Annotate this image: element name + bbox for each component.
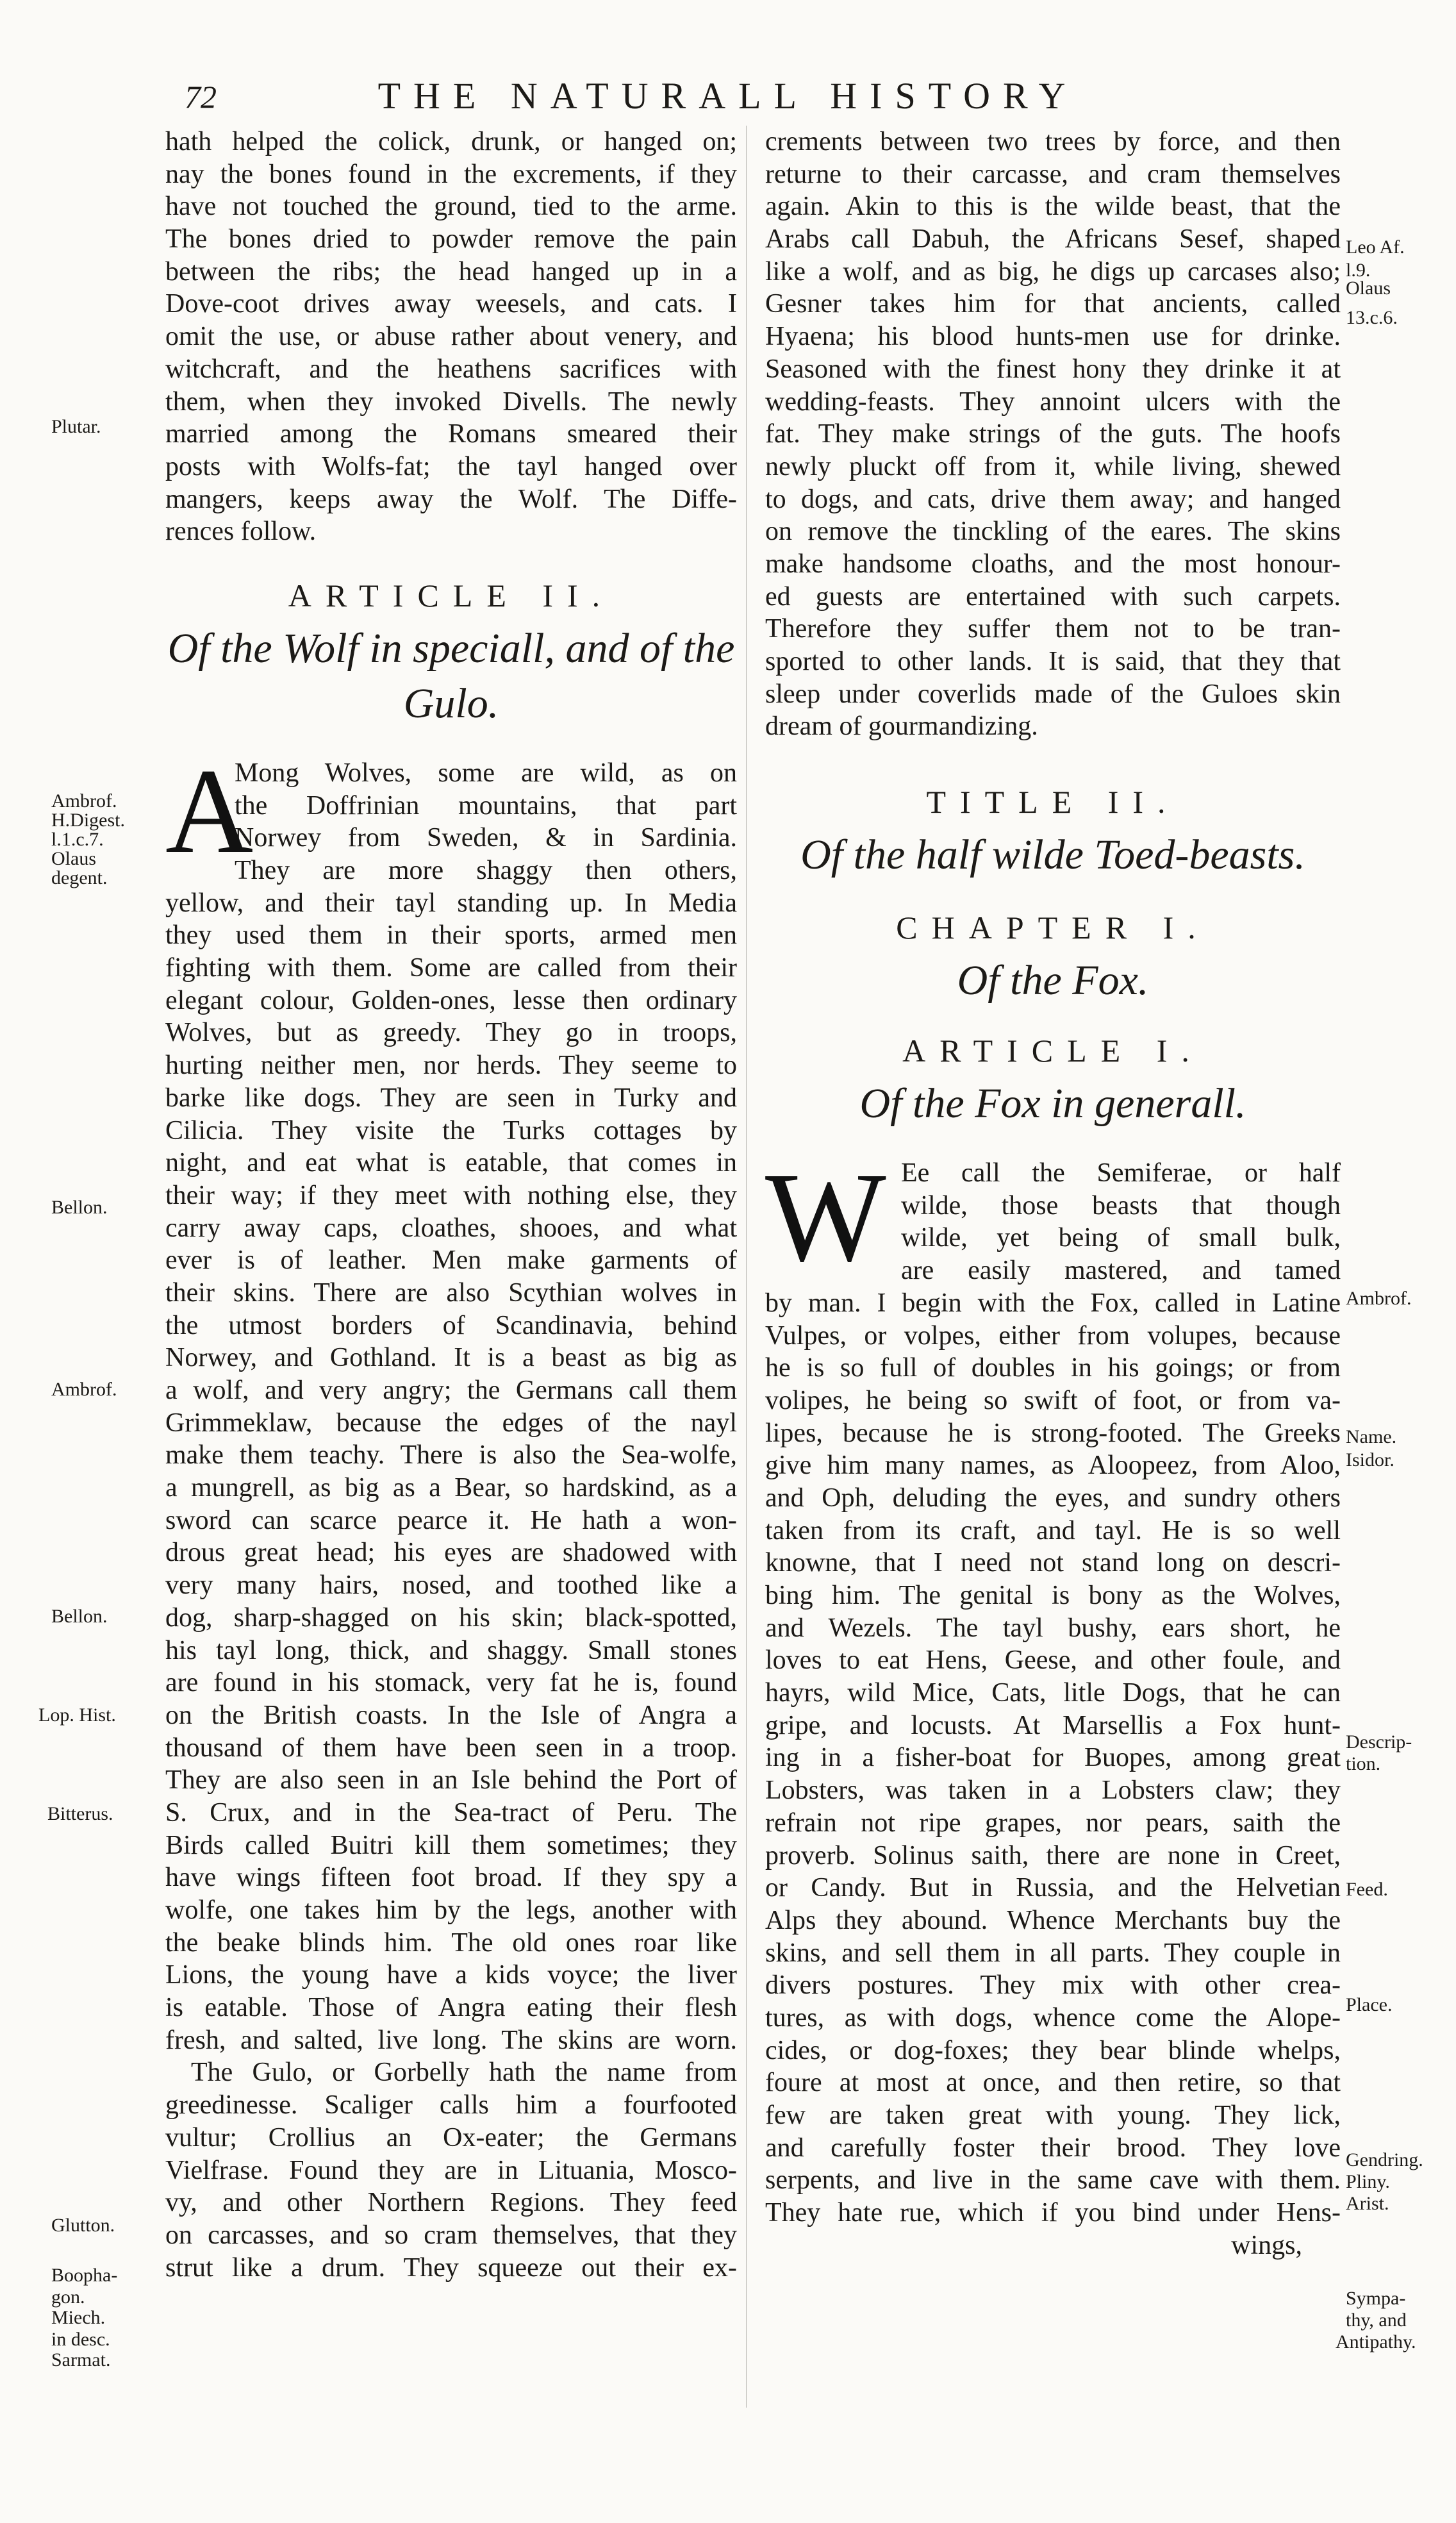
chapter-heading: CHAPTER I. bbox=[896, 910, 1210, 946]
text-line: elegant colour, Golden-ones, lesse then ordinary bbox=[165, 985, 737, 1015]
text-line: taken from its craft, and tayl. He is so well bbox=[765, 1515, 1341, 1545]
text-line: witchcraft, and the heathens sacrifices with bbox=[165, 354, 737, 384]
text-line: are easily mastered, and tamed bbox=[901, 1256, 1341, 1286]
text-line: refrain not ripe grapes, nor pears, saith the bbox=[765, 1808, 1341, 1838]
article-title: Of the Wolf in speciall, and of the bbox=[167, 624, 735, 672]
margin-note: Ambrof. bbox=[51, 790, 117, 812]
text-line: are found in his stomack, very fat he is, found bbox=[165, 1668, 737, 1698]
margin-note: Feed. bbox=[1346, 1879, 1388, 1900]
text-line: fighting with them. Some are called from their bbox=[165, 953, 737, 983]
margin-note: Bellon. bbox=[51, 1606, 108, 1627]
text-line: very many hairs, nosed, and toothed like a bbox=[165, 1570, 737, 1601]
text-line: lipes, because he is strong-footed. The Greeks bbox=[765, 1418, 1341, 1448]
text-line: them, when they invoked Divells. The newly bbox=[165, 387, 737, 417]
text-line: They are also seen in an Isle behind the Port of bbox=[165, 1765, 737, 1795]
margin-note: l.1.c.7. bbox=[51, 829, 104, 850]
text-line: S. Crux, and in the Sea-tract of Peru. The bbox=[165, 1797, 737, 1828]
text-line: by man. I begin with the Fox, called in Latine bbox=[765, 1288, 1341, 1318]
margin-note: in desc. bbox=[51, 2329, 110, 2350]
text-line: greedinesse. Scaliger calls him a fourfooted bbox=[165, 2090, 737, 2120]
margin-note: Plutar. bbox=[51, 416, 101, 437]
text-line: between the ribs; the head hanged up in a bbox=[165, 256, 737, 287]
margin-note: Lop. Hist. bbox=[38, 1704, 116, 1726]
text-line: on remove the tinckling of the eares. The skins bbox=[765, 517, 1341, 547]
text-line: They are more shaggy then others, bbox=[235, 856, 737, 885]
margin-note: Olaus bbox=[51, 848, 96, 869]
text-line: make them teachy. There is also the Sea-wolfe, bbox=[165, 1440, 737, 1470]
margin-note: Bellon. bbox=[51, 1197, 108, 1218]
text-line: carry away caps, cloathes, shooes, and what bbox=[165, 1213, 737, 1243]
text-line: ing in a fisher-boat for Buopes, among great bbox=[765, 1743, 1341, 1773]
text-line: Wolves, but as greedy. They go in troops, bbox=[165, 1018, 737, 1048]
text-line: sported to other lands. It is said, that they that bbox=[765, 647, 1341, 676]
text-line: a wolf, and very angry; the Germans call them bbox=[165, 1376, 737, 1405]
margin-note: Sarmat. bbox=[51, 2349, 111, 2370]
text-line: knowne, that I need not stand long on descri- bbox=[765, 1548, 1341, 1578]
text-line: Arabs call Dabuh, the Africans Sesef, shaped bbox=[765, 224, 1341, 254]
margin-note: Ambrof. bbox=[1346, 1288, 1412, 1309]
text-line: on the British coasts. In the Isle of Angra a bbox=[165, 1700, 737, 1730]
text-line: Norwey, and Gothland. It is a beast as big as bbox=[165, 1343, 737, 1373]
text-line: Seasoned with the finest hony they drinke it at bbox=[765, 354, 1341, 384]
text-line: to dogs, and cats, drive them away; and hanged bbox=[765, 484, 1341, 514]
text-line: ed guests are entertained with such carpets. bbox=[765, 581, 1341, 612]
text-line: vy, and other Northern Regions. They feed bbox=[165, 2188, 737, 2218]
text-line: a mungrell, as big as a Bear, so hardskind, as a bbox=[165, 1473, 737, 1503]
article-heading: ARTICLE II. bbox=[288, 577, 615, 613]
margin-note: Antipathy. bbox=[1336, 2331, 1416, 2352]
margin-note: Isidor. bbox=[1346, 1449, 1394, 1470]
text-line: dog, sharp-shagged on his skin; black-spotted, bbox=[165, 1603, 737, 1633]
running-head: THE NATURALL HISTORY bbox=[377, 75, 1079, 117]
text-line: sword can scarce pearce it. He hath a won- bbox=[165, 1505, 737, 1535]
text-line: Mong Wolves, some are wild, as on bbox=[235, 758, 737, 788]
text-line: wilde, yet being of small bulk, bbox=[901, 1223, 1341, 1253]
text-line: gripe, and locusts. At Marsellis a Fox hunt- bbox=[765, 1710, 1341, 1740]
text-line: The Gulo, or Gorbelly hath the name from bbox=[191, 2058, 737, 2088]
text-line: fat. They make strings of the guts. The hoofs bbox=[765, 419, 1341, 449]
margin-note: Bitterus. bbox=[47, 1803, 113, 1824]
text-line: Grimmeklaw, because the edges of the nayl bbox=[165, 1408, 737, 1438]
text-line: wilde, those beasts that though bbox=[901, 1190, 1341, 1220]
text-line: They hate rue, which if you bind under Hens- bbox=[765, 2198, 1341, 2228]
text-line: night, and eat what is eatable, that comes in bbox=[165, 1148, 737, 1178]
wolf-paragraph bbox=[165, 744, 737, 2284]
margin-note: gon. bbox=[51, 2286, 85, 2308]
text-line: Dove-coot drives away weesels, and cats. I bbox=[165, 289, 737, 319]
right-column bbox=[765, 126, 1341, 2261]
left-column bbox=[165, 126, 737, 2284]
text-line: ever is of leather. Men make garments of bbox=[165, 1245, 737, 1276]
text-line: returne to their carcasse, and cram themselves bbox=[765, 159, 1341, 189]
text-line: volipes, he being so swift of foot, or from va- bbox=[765, 1385, 1341, 1415]
text-line: or Candy. But in Russia, and the Helvetian bbox=[765, 1873, 1341, 1903]
fox-paragraph bbox=[765, 1147, 1341, 2261]
text-line: the utmost borders of Scandinavia, behind bbox=[165, 1310, 737, 1340]
title-heading: TITLE II. bbox=[926, 784, 1180, 820]
text-line: is eatable. Those of Angra eating their flesh bbox=[165, 1993, 737, 2023]
margin-note: Gendring. bbox=[1346, 2149, 1423, 2170]
text-line: vultur; Crollius an Ox-eater; the Germans bbox=[165, 2122, 737, 2152]
text-line: fresh, and salted, live long. The skins are worn. bbox=[165, 2025, 737, 2055]
text-line: and carefully foster their brood. They love bbox=[765, 2133, 1341, 2163]
margin-note: Glutton. bbox=[51, 2215, 115, 2236]
page-number: 72 bbox=[185, 79, 217, 115]
margin-note: Arist. bbox=[1346, 2193, 1389, 2214]
text-line: give him many names, as Aloopeez, from Aloo, bbox=[765, 1451, 1341, 1481]
text-line: barke like dogs. They are seen in Turky and bbox=[165, 1083, 737, 1113]
text-line: loves to eat Hens, Geese, and other foule, and bbox=[765, 1645, 1341, 1676]
text-line: married among the Romans smeared their bbox=[165, 419, 737, 449]
text-line: posts with Wolfs-fat; the tayl hanged over bbox=[165, 451, 737, 481]
text-line: The bones dried to powder remove the pain bbox=[165, 224, 737, 254]
margin-note: Boopha- bbox=[51, 2265, 118, 2286]
text-line: crements between two trees by force, and then bbox=[765, 127, 1341, 156]
text-line: hurting neither men, nor herds. They seeme to bbox=[165, 1051, 737, 1081]
text-line: serpents, and live in the same cave with them. bbox=[765, 2165, 1341, 2195]
text-line: have wings fifteen foot broad. If they spy a bbox=[165, 1863, 737, 1893]
text-line: Ee call the Semiferae, or half bbox=[901, 1158, 1341, 1188]
text-line: Lions, the young have a kids voyce; the liver bbox=[165, 1960, 737, 1990]
text-line: cides, or dog-foxes; they bear blinde whelps, bbox=[765, 2035, 1341, 2065]
margin-note: Leo Af. bbox=[1346, 237, 1405, 258]
text-line: have not touched the ground, tied to the arme. bbox=[165, 192, 737, 222]
text-line: and Oph, deluding the eyes, and sundry others bbox=[765, 1483, 1341, 1513]
text-line: like a wolf, and as big, he digs up carcases also; bbox=[765, 256, 1341, 287]
margin-note: l.9. bbox=[1346, 260, 1371, 281]
text-line: strut like a drum. They squeeze out their ex- bbox=[165, 2252, 737, 2283]
text-line: wolfe, one takes him by the legs, another with bbox=[165, 1895, 737, 1925]
margin-note: Name. bbox=[1346, 1426, 1397, 1447]
text-line: wedding-feasts. They annoint ulcers with the bbox=[765, 387, 1341, 417]
margin-note: Place. bbox=[1346, 1994, 1393, 2015]
margin-note: Pliny. bbox=[1346, 2171, 1390, 2192]
column-divider bbox=[746, 126, 747, 2408]
article-title: Of the Fox in generall. bbox=[859, 1080, 1246, 1128]
margin-note: Ambrof. bbox=[51, 1379, 117, 1400]
text-line: they used them in their sports, armed men bbox=[165, 920, 737, 951]
text-line: yellow, and their tayl standing up. In Media bbox=[165, 888, 737, 918]
text-line: tures, as with dogs, whence come the Alope- bbox=[765, 2003, 1341, 2033]
text-line: omit the use, or abuse rather about venery, and bbox=[165, 322, 737, 352]
article-heading: ARTICLE I. bbox=[902, 1033, 1204, 1069]
left-top-paragraph bbox=[165, 126, 737, 548]
text-line: he is so full of doubles in his goings; or from bbox=[765, 1353, 1341, 1383]
chapter-title: Of the Fox. bbox=[957, 957, 1149, 1004]
text-line: mangers, keeps away the Wolf. The Diffe- bbox=[165, 484, 737, 514]
text-line: divers postures. They mix with other crea- bbox=[765, 1970, 1341, 2001]
margin-note: thy, and bbox=[1346, 2310, 1407, 2331]
margin-note: tion. bbox=[1346, 1753, 1381, 1774]
text-line: his tayl long, thick, and shaggy. Small stones bbox=[165, 1635, 737, 1665]
text-line: make handsome cloaths, and the most honour- bbox=[765, 549, 1341, 579]
text-line: hath helped the colick, drunk, or hanged on; bbox=[165, 127, 737, 156]
title-text: Of the half wilde Toed-beasts. bbox=[800, 831, 1305, 879]
text-line: Alps they abound. Whence Merchants buy the bbox=[765, 1905, 1341, 1935]
margin-note: 13.c.6. bbox=[1346, 307, 1398, 328]
text-line: again. Akin to this is the wilde beast, that the bbox=[765, 192, 1341, 222]
text-line: sleep under coverlids made of the Guloes skin bbox=[765, 679, 1341, 709]
article-title-continued: Gulo. bbox=[403, 679, 499, 727]
text-line: Norwey from Sweden, & in Sardinia. bbox=[235, 823, 737, 853]
text-line: proverb. Solinus saith, there are none in Creet, bbox=[765, 1840, 1341, 1870]
text-line: newly pluckt off from it, while living, shewed bbox=[765, 451, 1341, 481]
text-line: foure at most at once, and then retire, so that bbox=[765, 2068, 1341, 2098]
text-line: thousand of them have been seen in a troop. bbox=[165, 1733, 737, 1763]
margin-note: H.Digest. bbox=[51, 810, 125, 831]
drop-cap: W bbox=[765, 1147, 886, 1289]
text-line: bing him. The genital is bony as the Wolves, bbox=[765, 1581, 1341, 1610]
text-line: dream of gourmandizing. bbox=[765, 712, 1038, 742]
text-line: few are taken great with young. They lick, bbox=[765, 2101, 1341, 2130]
text-line: their skins. There are also Scythian wolves in bbox=[165, 1278, 737, 1308]
margin-note: degent. bbox=[51, 867, 108, 888]
text-line: the beake blinds him. The old ones roar like bbox=[165, 1928, 737, 1958]
drop-cap: A bbox=[165, 744, 254, 879]
catchword: wings, bbox=[1231, 2230, 1302, 2260]
text-line: Vielfrase. Found they are in Lituania, Mosco- bbox=[165, 2155, 737, 2185]
text-line: Lobsters, was taken in a Lobsters claw; they bbox=[765, 1776, 1341, 1806]
margin-note: Olaus bbox=[1346, 278, 1391, 299]
text-line: their way; if they meet with nothing else, they bbox=[165, 1180, 737, 1210]
text-line: and Wezels. The tayl bushy, ears short, he bbox=[765, 1613, 1341, 1643]
margin-note: Sympa- bbox=[1346, 2288, 1406, 2309]
text-line: skins, and sell them in all parts. They couple in bbox=[765, 1938, 1341, 1968]
text-line: hayrs, wild Mice, Cats, litle Dogs, that he can bbox=[765, 1678, 1341, 1708]
text-line: Gesner takes him for that ancients, called bbox=[765, 289, 1341, 319]
text-line: drous great head; his eyes are shadowed with bbox=[165, 1538, 737, 1568]
margin-note: Descrip- bbox=[1346, 1731, 1412, 1753]
text-line: Birds called Buitri kill them sometimes; they bbox=[165, 1830, 737, 1860]
text-line: Hyaena; his blood hunts-men use for drinke. bbox=[765, 322, 1341, 352]
right-top-paragraph bbox=[765, 126, 1341, 743]
text-line: Therefore they suffer them not to be tran- bbox=[765, 614, 1341, 644]
text-line: rences follow. bbox=[165, 517, 317, 547]
text-line: nay the bones found in the excrements, if they bbox=[165, 159, 737, 189]
text-line: on carcasses, and so cram themselves, that they bbox=[165, 2220, 737, 2250]
text-line: Cilicia. They visite the Turks cottages by bbox=[165, 1115, 737, 1145]
text-line: the Doffrinian mountains, that part bbox=[235, 790, 737, 820]
text-line: Vulpes, or volpes, either from volupes, because bbox=[765, 1320, 1341, 1351]
margin-note: Miech. bbox=[51, 2307, 106, 2328]
